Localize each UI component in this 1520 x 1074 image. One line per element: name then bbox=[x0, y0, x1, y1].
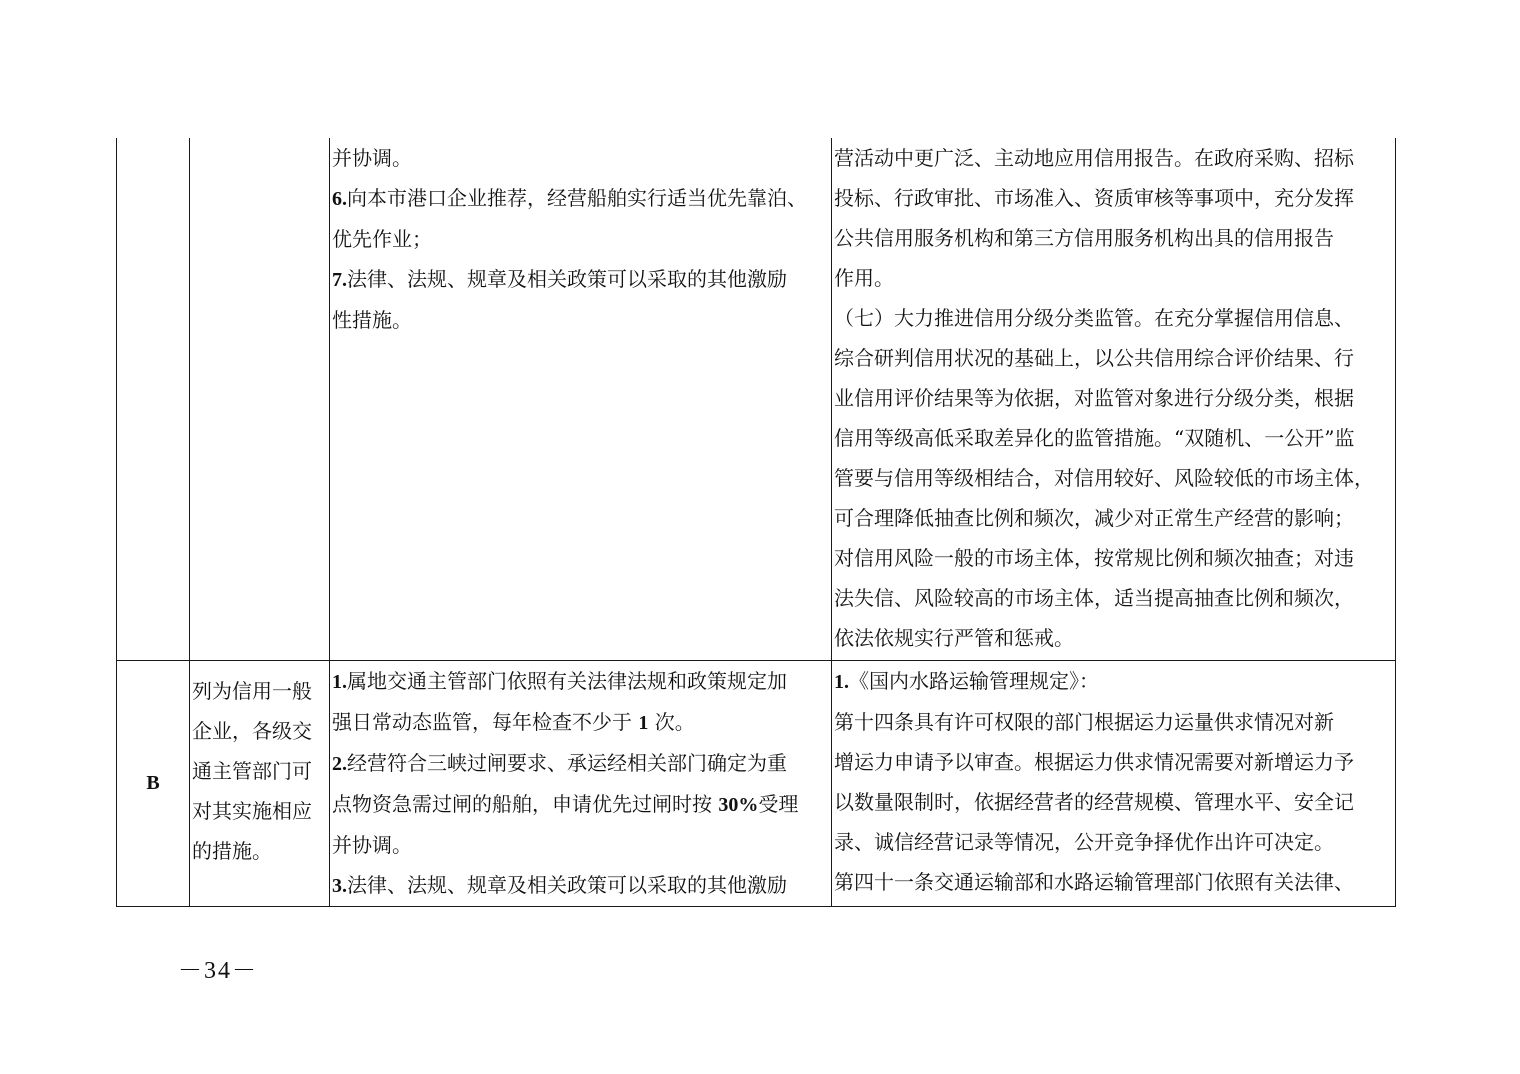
basis-line: 对信用风险一般的市场主体，按常规比例和频次抽查；对违 bbox=[834, 546, 1354, 570]
basis-line: 录、诚信经营记录等情况，公开竞争择优作出许可决定。 bbox=[834, 829, 1334, 854]
measure-line: 1.属地交通主管部门依照有关法律法规和政策规定加 bbox=[332, 668, 787, 693]
measures-cell bbox=[330, 660, 832, 906]
measures-cell bbox=[330, 138, 832, 660]
measure-line: 点物资急需过闸的船舶，申请优先过闸时按 30%受理 bbox=[332, 791, 799, 816]
basis-line: 投标、行政审批、市场准入、资质审核等事项中，充分发挥 bbox=[834, 186, 1354, 210]
basis-cell bbox=[832, 138, 1396, 660]
basis-line: 公共信用服务机构和第三方信用服务机构出具的信用报告 bbox=[834, 226, 1334, 250]
description-cell bbox=[190, 138, 330, 660]
basis-line: 业信用评价结果等为依据，对监管对象进行分级分类，根据 bbox=[834, 386, 1354, 410]
basis-cell bbox=[832, 660, 1396, 906]
basis-line: 第四十一条交通运输部和水路运输管理部门依照有关法律、 bbox=[834, 869, 1354, 894]
basis-line: 依法依规实行严管和惩戒。 bbox=[834, 626, 1074, 650]
table-row bbox=[117, 138, 1396, 660]
measure-line: 7.法律、法规、规章及相关政策可以采取的其他激励 bbox=[332, 267, 787, 291]
measure-line: 2.经营符合三峡过闸要求、承运经相关部门确定为重 bbox=[332, 750, 787, 775]
measure-line: 性措施。 bbox=[332, 308, 412, 332]
measure-line: 3.法律、法规、规章及相关政策可以采取的其他激励 bbox=[332, 872, 787, 897]
measure-line: 强日常动态监管，每年检查不少于 1 次。 bbox=[332, 709, 695, 734]
credit-measures-table bbox=[116, 138, 1396, 907]
basis-line: 可合理降低抽查比例和频次，减少对正常生产经营的影响； bbox=[834, 506, 1354, 530]
measure-line: 6.向本市港口企业推荐，经营船舶实行适当优先靠泊、 bbox=[332, 186, 807, 210]
description-cell bbox=[190, 660, 330, 906]
description-line: 对其实施相应 bbox=[192, 798, 312, 823]
basis-line: 信用等级高低采取差异化的监管措施。“双随机、一公开”监 bbox=[834, 426, 1355, 450]
basis-line: （七）大力推进信用分级分类监管。在充分掌握信用信息、 bbox=[834, 306, 1354, 330]
measure-line: 优先作业； bbox=[332, 227, 432, 251]
measure-line: 并协调。 bbox=[332, 832, 412, 857]
basis-line: 第十四条具有许可权限的部门根据运力运量供求情况对新 bbox=[834, 709, 1334, 734]
basis-line: 1.《国内水路运输管理规定》： bbox=[834, 668, 1099, 693]
description-line: 通主管部门可 bbox=[192, 758, 312, 783]
description-line: 企业，各级交 bbox=[192, 718, 312, 743]
basis-line: 增运力申请予以审查。根据运力供求情况需要对新增运力予 bbox=[834, 749, 1354, 774]
basis-line: 作用。 bbox=[834, 266, 894, 290]
basis-line: 法失信、风险较高的市场主体，适当提高抽查比例和频次， bbox=[834, 586, 1354, 610]
basis-line: 以数量限制时，依据经营者的经营规模、管理水平、安全记 bbox=[834, 789, 1354, 814]
table-row bbox=[117, 660, 1396, 906]
basis-line: 管要与信用等级相结合，对信用较好、风险较低的市场主体， bbox=[834, 466, 1374, 490]
page-number: －34－ bbox=[178, 958, 258, 984]
basis-line: 营活动中更广泛、主动地应用信用报告。在政府采购、招标 bbox=[834, 146, 1354, 170]
grade-cell bbox=[117, 660, 190, 906]
grade-cell bbox=[117, 138, 190, 660]
description-line: 的措施。 bbox=[192, 838, 272, 863]
measure-line: 并协调。 bbox=[332, 146, 412, 170]
basis-line: 综合研判信用状况的基础上，以公共信用综合评价结果、行 bbox=[834, 346, 1354, 370]
description-line: 列为信用一般 bbox=[192, 678, 312, 703]
grade-label: B bbox=[146, 772, 160, 794]
